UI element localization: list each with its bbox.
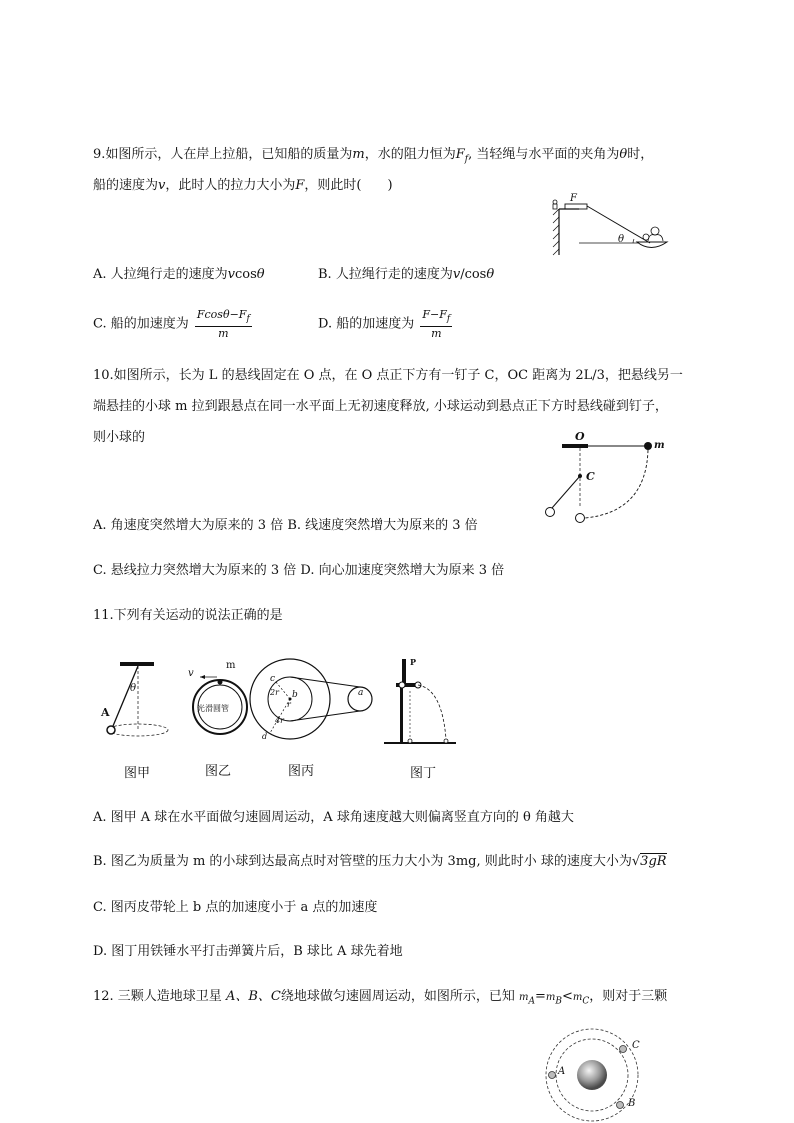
q9-force-symbol: F	[455, 147, 465, 162]
q9-text: , 当轻绳与水平面的夹角为	[468, 147, 620, 162]
q9-option-a-v: v	[227, 267, 236, 282]
q12-satellites: A、B、C	[225, 989, 281, 1004]
q9-text: 船的速度为	[93, 178, 159, 193]
q12-mass-b: m	[545, 992, 556, 1003]
q12-mass-c-sub: C	[582, 996, 590, 1007]
q9-option-c	[93, 308, 252, 340]
q12-figure-A-label: A	[558, 1066, 566, 1077]
q9-option-c-text: C. 船的加速度为	[93, 316, 189, 332]
q9-text: ，则此时( )	[304, 178, 393, 193]
q12-stem-text: 绕地球做匀速圆周运动，如图所示，已知	[280, 989, 519, 1004]
q11-fig-bing-a: a	[358, 688, 364, 698]
q11-fig-yi-v: v	[188, 668, 194, 679]
q9-text: 时，	[627, 147, 654, 162]
q11-fig-jia-A: A	[101, 706, 110, 719]
q11-stem: 11.下列有关运动的说法正确的是	[93, 608, 283, 623]
q11-fig-bing-d: d	[262, 732, 268, 741]
q11-option-b-sqrt-value: 3gR	[640, 854, 667, 869]
q9-option-a-cos: cos	[235, 267, 257, 282]
q11-option-b-text: B. 图乙为质量为 m 的小球到达最高点时对管壁的压力大小为 3mg, 则此时小 球的速度大小为	[93, 854, 632, 869]
q11-figure-jia	[98, 660, 188, 745]
q10-stem-line3: 则小球的	[93, 430, 146, 445]
q11-figure-ding	[380, 655, 460, 750]
q9-option-a-text: A. 人拉绳行走的速度为	[93, 267, 228, 282]
q11-fig-bing-caption: 图丙	[288, 764, 315, 779]
q9-option-c-numerator: Fcosθ−F	[196, 308, 247, 321]
q9-stem-line2	[93, 177, 393, 195]
q10-figure-O-label: O	[575, 430, 585, 443]
q11-fig-jia-theta: θ	[130, 683, 137, 694]
q11-fig-bing-4r: 4r	[275, 716, 284, 725]
q9-text: 9.如图所示，人在岸上拉船，已知船的质量为	[93, 147, 353, 162]
q12-mass-a: m	[518, 992, 529, 1003]
q9-theta: θ	[619, 147, 628, 162]
q9-figure-theta-label: θ	[618, 234, 625, 245]
q9-option-d-text: D. 船的加速度为	[318, 316, 415, 332]
q10-stem-line1: 10.如图所示，长为 L 的悬线固定在 O 点，在 O 点正下方有一钉子 C，OC 距离为 2L/3，把悬线另一	[93, 368, 683, 383]
q12-stem-text: ，则对于三颗	[589, 989, 668, 1004]
q9-option-b-text: B. 人拉绳行走的速度为	[318, 267, 453, 282]
q10-stem-line2: 端悬挂的小球 m 拉到跟悬点在同一水平面上无初速度释放, 小球运动到悬点正下方时悬线碰到钉子，	[93, 399, 668, 414]
q9-text: ，水的阻力恒为	[364, 147, 456, 162]
q11-fig-jia-caption: 图甲	[124, 766, 151, 781]
q9-figure	[545, 195, 675, 260]
q9-option-d-sub: f	[446, 314, 451, 325]
q12-stem	[93, 988, 667, 1011]
q9-option-b-v: v	[452, 267, 461, 282]
q9-option-b	[318, 266, 494, 284]
q9-velocity-symbol: v	[158, 178, 166, 193]
q11-option-a: A. 图甲 A 球在水平面做匀速圆周运动，A 球角速度越大则偏离竖直方向的 θ 角越大	[93, 810, 574, 825]
q11-fig-yi-caption: 图乙	[205, 764, 232, 779]
q10-figure-m-label: m	[654, 440, 665, 451]
q11-option-b-sqrt-sign: √	[631, 854, 641, 869]
q9-stem-line1	[93, 146, 653, 169]
q9-option-a	[93, 266, 265, 284]
q11-figure-bing	[248, 657, 378, 742]
q12-mass-a-sub: A	[528, 996, 535, 1007]
q12-mass-c: m	[572, 992, 583, 1003]
q10-figure-C-label: C	[586, 470, 595, 483]
q9-option-a-theta: θ	[256, 267, 265, 282]
q9-option-d	[318, 308, 452, 340]
q11-fig-ding-caption: 图丁	[410, 766, 437, 781]
q9-text: ，此时人的拉力大小为	[165, 178, 296, 193]
q9-mass-symbol: m	[352, 147, 365, 162]
q9-force-symbol: F	[295, 178, 305, 193]
q9-option-d-denominator: m	[431, 327, 442, 341]
q9-option-b-cos: /cos	[460, 267, 487, 282]
q11-option-c: C. 图丙皮带轮上 b 点的加速度小于 a 点的加速度	[93, 900, 378, 915]
q9-option-b-theta: θ	[486, 267, 495, 282]
q9-option-d-fraction	[420, 308, 452, 340]
q9-option-c-sub: f	[246, 314, 250, 325]
q12-eq: =	[534, 989, 546, 1004]
q11-fig-ding-p: P	[410, 657, 417, 667]
q9-option-c-fraction	[195, 308, 252, 340]
q11-fig-bing-2r: 2r	[270, 688, 279, 697]
q12-stem-text: 12. 三颗人造地球卫星	[93, 989, 226, 1004]
q12-figure-C-label: C	[632, 1040, 640, 1051]
q10-options-cd: C. 悬线拉力突然增大为原来的 3 倍 D. 向心加速度突然增大为原来 3 倍	[93, 563, 505, 578]
q11-fig-bing-b: b	[292, 690, 298, 700]
q10-options-ab: A. 角速度突然增大为原来的 3 倍 B. 线速度突然增大为原来的 3 倍	[93, 518, 478, 533]
q11-fig-bing-r: r	[287, 700, 291, 709]
q11-fig-bing-c: c	[270, 674, 276, 684]
q11-fig-yi-m: m	[226, 660, 236, 671]
q10-figure	[540, 432, 670, 527]
q12-figure-B-label: B	[628, 1098, 636, 1109]
q12-mass-b-sub: B	[555, 996, 562, 1007]
q9-option-d-numerator: F−F	[422, 308, 447, 321]
q11-option-b	[93, 853, 667, 871]
q12-lt: <	[561, 989, 573, 1004]
q9-force-sub: f	[464, 154, 469, 165]
q9-option-c-denominator: m	[218, 327, 229, 341]
q11-option-d: D. 图丁用铁锤水平打击弹簧片后，B 球比 A 球先着地	[93, 944, 403, 959]
q9-figure-F-label: F	[570, 193, 577, 204]
q11-fig-yi-label: 光滑圆管	[197, 704, 229, 713]
